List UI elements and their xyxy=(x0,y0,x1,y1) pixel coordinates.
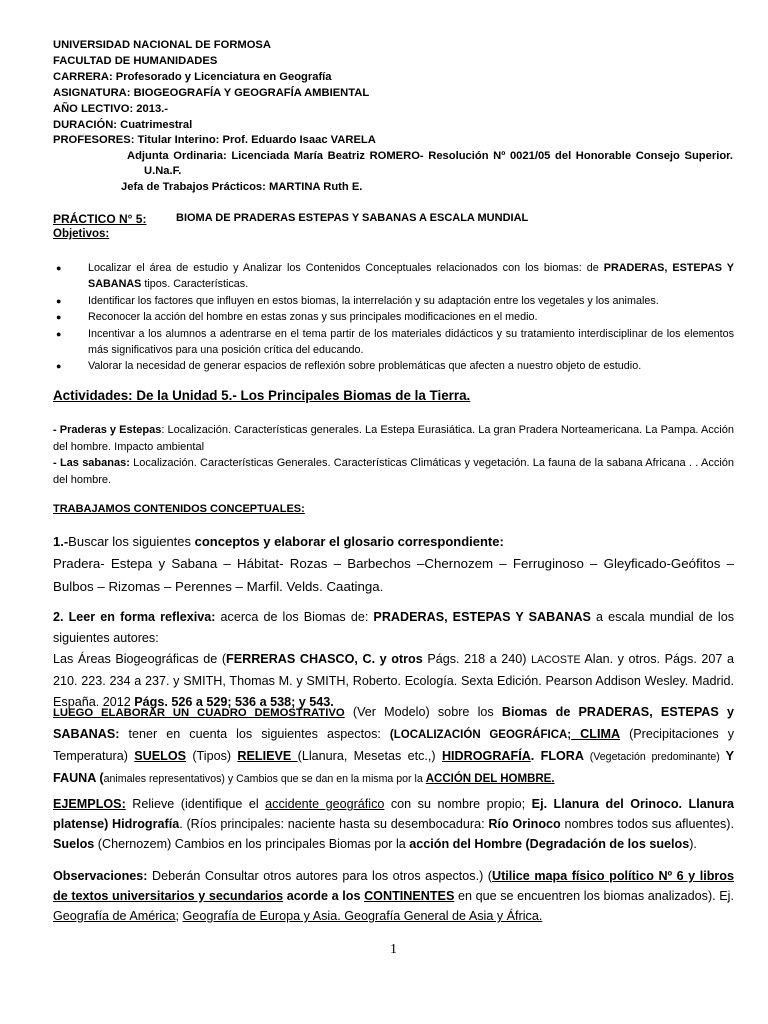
page-number: 1 xyxy=(390,942,397,957)
lectura-text: a escala mundial de los siguientes autores: xyxy=(53,610,735,645)
ejemplos-llanuras: Ej. Llanura del Orinoco. Llanura platense) xyxy=(53,797,734,831)
cuadro-instruction: LUEGO ELABORAR UN CUADRO DEMOSTRATIVO xyxy=(53,707,345,719)
actividad-text: : Localización. Características generales. La Estepa Eurasiática. La gran Pradera Norteamericana. La Pampa. Acción del hombre. Impacto ambiental xyxy=(53,424,734,453)
objetivo-text: Reconocer la acción del hombre en estas zonas y sus principales modificaciones en el medio. xyxy=(88,311,538,323)
actividad-praderas xyxy=(53,422,734,455)
glosario-instruction: conceptos y elaborar el glosario correspondiente: xyxy=(194,534,504,549)
header-year: AÑO LECTIVO: 2013.- xyxy=(53,103,169,115)
header-subject: ASIGNATURA: BIOGEOGRAFÍA Y GEOGRAFÍA AMBIENTAL xyxy=(53,87,370,99)
aspect-relieve: RELIEVE xyxy=(237,749,298,763)
observaciones-text: ; xyxy=(175,909,183,923)
cuadro-text: animales representativos) y Cambios que se dan en la misma por la xyxy=(103,773,426,785)
cuadro-text: (Tipos) xyxy=(186,749,238,763)
observaciones-text: en que se encuentren los biomas analizados). Ej. xyxy=(454,889,734,903)
aspect-suelos: SUELOS xyxy=(134,749,187,763)
aspect-fauna: Y FAUNA ( xyxy=(53,749,734,785)
ejemplos-text: . (Ríos principales: naciente hasta su desembocadura: xyxy=(179,817,489,831)
lectura-text: Las Áreas Biogeográficas de ( xyxy=(53,652,227,666)
lectura-text: acerca de los Biomas de: xyxy=(215,610,374,624)
aspect-hidrografia: HIDROGRAFÍA xyxy=(441,749,531,763)
cuadro-text: (Vegetación predominante) xyxy=(584,751,726,763)
cuadro-text: (Llanura, Mesetas etc.,) xyxy=(297,749,442,763)
actividades-heading: Actividades: De la Unidad 5.- Los Principales Biomas de la Tierra. xyxy=(53,388,471,403)
actividad-sabanas xyxy=(53,455,734,488)
observaciones-geo-america: Geografía de América xyxy=(53,909,176,923)
observaciones-text: Deberán Consultar otros autores para los otros aspectos.) ( xyxy=(147,869,492,883)
observaciones-label: Observaciones: xyxy=(53,869,148,883)
bullet-icon: ● xyxy=(56,312,62,322)
observaciones-mapa: Utilice mapa físico político Nº 6 y libros de textos universitarios y secundarios xyxy=(53,869,734,903)
glosario-terms: Pradera- Estepa y Sabana – Hábitat- Rozas – Barbechos –Chernozem – Ferruginoso – Gleyficado-Geófitos – Bulbos – Rizomas – Perennes – Marfil. Velds. Caatinga. xyxy=(53,556,734,594)
header-unaf: U.Na.F. xyxy=(144,165,182,177)
cuadro-biomas: Biomas de PRADERAS, ESTEPAS y SABANAS: xyxy=(53,705,734,741)
lectura-text: Alan. y otros. Págs. 207 a 210. 223. 234 a 237. y SMITH, Thomas M. y SMITH, Roberto. Ecología. Sexta Edición. Pearson Addison Wesley. Madrid. España. 2012 xyxy=(53,652,734,709)
bullet-icon: ● xyxy=(56,296,62,306)
ejemplos-suelos: Suelos xyxy=(53,837,95,851)
cuadro-paragraph xyxy=(53,702,734,790)
ejemplos-accidente: accidente geográfico xyxy=(265,797,385,811)
header-jefa: Jefa de Trabajos Prácticos: MARTINA Ruth E. xyxy=(121,181,363,193)
ejemplos-text: ). xyxy=(689,837,697,851)
aspect-clima: CLIMA xyxy=(571,727,621,741)
observaciones-text: acorde a los xyxy=(283,889,365,903)
objetivo-item xyxy=(56,260,734,294)
bullet-icon: ● xyxy=(56,263,62,273)
cuadro-text: (Precipitaciones y Temperatura) xyxy=(53,727,734,763)
lectura-biomas: PRADERAS, ESTEPAS Y SABANAS xyxy=(373,610,591,624)
actividad-label: - Praderas y Estepas xyxy=(53,424,162,436)
ejemplos-text: (Chernozem) Cambios en los principales Biomas por la xyxy=(94,837,410,851)
aspect-accion-hombre: ACCIÓN DEL HOMBRE. xyxy=(425,773,555,785)
lectura-heading: 2. Leer en forma reflexiva: xyxy=(53,610,216,624)
observaciones-continentes: CONTINENTES xyxy=(364,889,455,903)
bullet-icon: ● xyxy=(56,361,62,371)
cuadro-text: tener en cuenta los siguientes aspectos: xyxy=(119,727,390,741)
contenidos-heading: TRABAJAMOS CONTENIDOS CONCEPTUALES: xyxy=(53,503,305,515)
ejemplos-rio: Río Orinoco xyxy=(488,817,561,831)
glosario-heading xyxy=(53,534,504,549)
actividad-text: Localización. Características Generales. Características Climáticas y vegetación. La fauna de la sabana Africana . . Acción del hombre. xyxy=(53,457,734,486)
objetivo-text: Incentivar a los alumnos a adentrarse en el tema partir de los materiales didácticos y su tratamiento interdisciplinar de los elementos más significativos para una posición crítica del educando. xyxy=(88,328,734,356)
lectura-pages: Págs. 526 a 529; 536 a 538; y 543. xyxy=(134,695,334,709)
ejemplos-accion: acción del Hombre (Degradación de los suelos xyxy=(409,837,690,851)
glosario-number: 1.- xyxy=(53,534,69,549)
lectura-text: Págs. 218 a 240) xyxy=(422,652,532,666)
header-duration: DURACIÓN: Cuatrimestral xyxy=(53,119,193,131)
header-adjunta: Adjunta Ordinaria: Licenciada María Beatriz ROMERO- Resolución Nº 0021/05 del Honorable Consejo Superior. xyxy=(127,150,733,162)
glosario-intro: Buscar los siguientes xyxy=(68,534,195,549)
bullet-icon: ● xyxy=(56,329,62,339)
ejemplos-text: con su nombre propio; xyxy=(384,797,532,811)
header-career: CARRERA: Profesorado y Licenciatura en Geografía xyxy=(53,71,332,83)
lectura-author: FERRERAS CHASCO, C. y otros xyxy=(226,652,423,666)
ejemplos-text: Relieve (identifique el xyxy=(125,797,266,811)
practico-title: BIOMA DE PRADERAS ESTEPAS Y SABANAS A ESCALA MUNDIAL xyxy=(176,212,529,224)
objetivo-text: Localizar el área de estudio y Analizar los Contenidos Conceptuales relacionados con los biomas: de xyxy=(88,262,604,274)
ejemplos-paragraph xyxy=(53,794,734,854)
observaciones-geo-europa: Geografía de Europa y Asia. Geografía General de Asia y África. xyxy=(182,909,543,923)
ejemplos-label: EJEMPLOS: xyxy=(53,797,126,811)
objetivo-text: Identificar los factores que influyen en estos biomas, la interrelación y su adaptación entre los vegetales y los animales. xyxy=(88,295,659,307)
header-professors: PROFESORES: Titular Interino: Prof. Eduardo Isaac VARELA xyxy=(53,134,376,146)
ejemplos-text: nombres todos sus afluentes). xyxy=(560,817,734,831)
lectura-paragraph xyxy=(53,607,734,713)
objetivo-text: Valorar la necesidad de generar espacios de reflexión sobre problemáticas que afecten a nuestro objeto de estudio. xyxy=(88,360,642,372)
header-university: UNIVERSIDAD NACIONAL DE FORMOSA xyxy=(53,39,271,51)
ejemplos-hidrografia: Hidrografía xyxy=(108,817,180,831)
objetivo-text: tipos. Características. xyxy=(141,278,249,290)
aspect-flora: . FLORA xyxy=(530,749,584,763)
aspect-localizacion: (LOCALIZACIÓN GEOGRÁFICA; xyxy=(389,729,572,741)
objetivos-label: Objetivos: xyxy=(53,228,110,240)
objetivo-biomas: PRADERAS, ESTEPAS Y SABANAS xyxy=(88,262,734,290)
header-faculty: FACULTAD DE HUMANIDADES xyxy=(53,55,218,67)
observaciones-paragraph xyxy=(53,866,734,926)
cuadro-text: (Ver Modelo) sobre los xyxy=(344,705,502,719)
actividad-label: - Las sabanas: xyxy=(53,457,130,469)
practico-label: PRÁCTICO N° 5: xyxy=(53,212,147,226)
lectura-author: LACOSTE xyxy=(531,654,581,666)
